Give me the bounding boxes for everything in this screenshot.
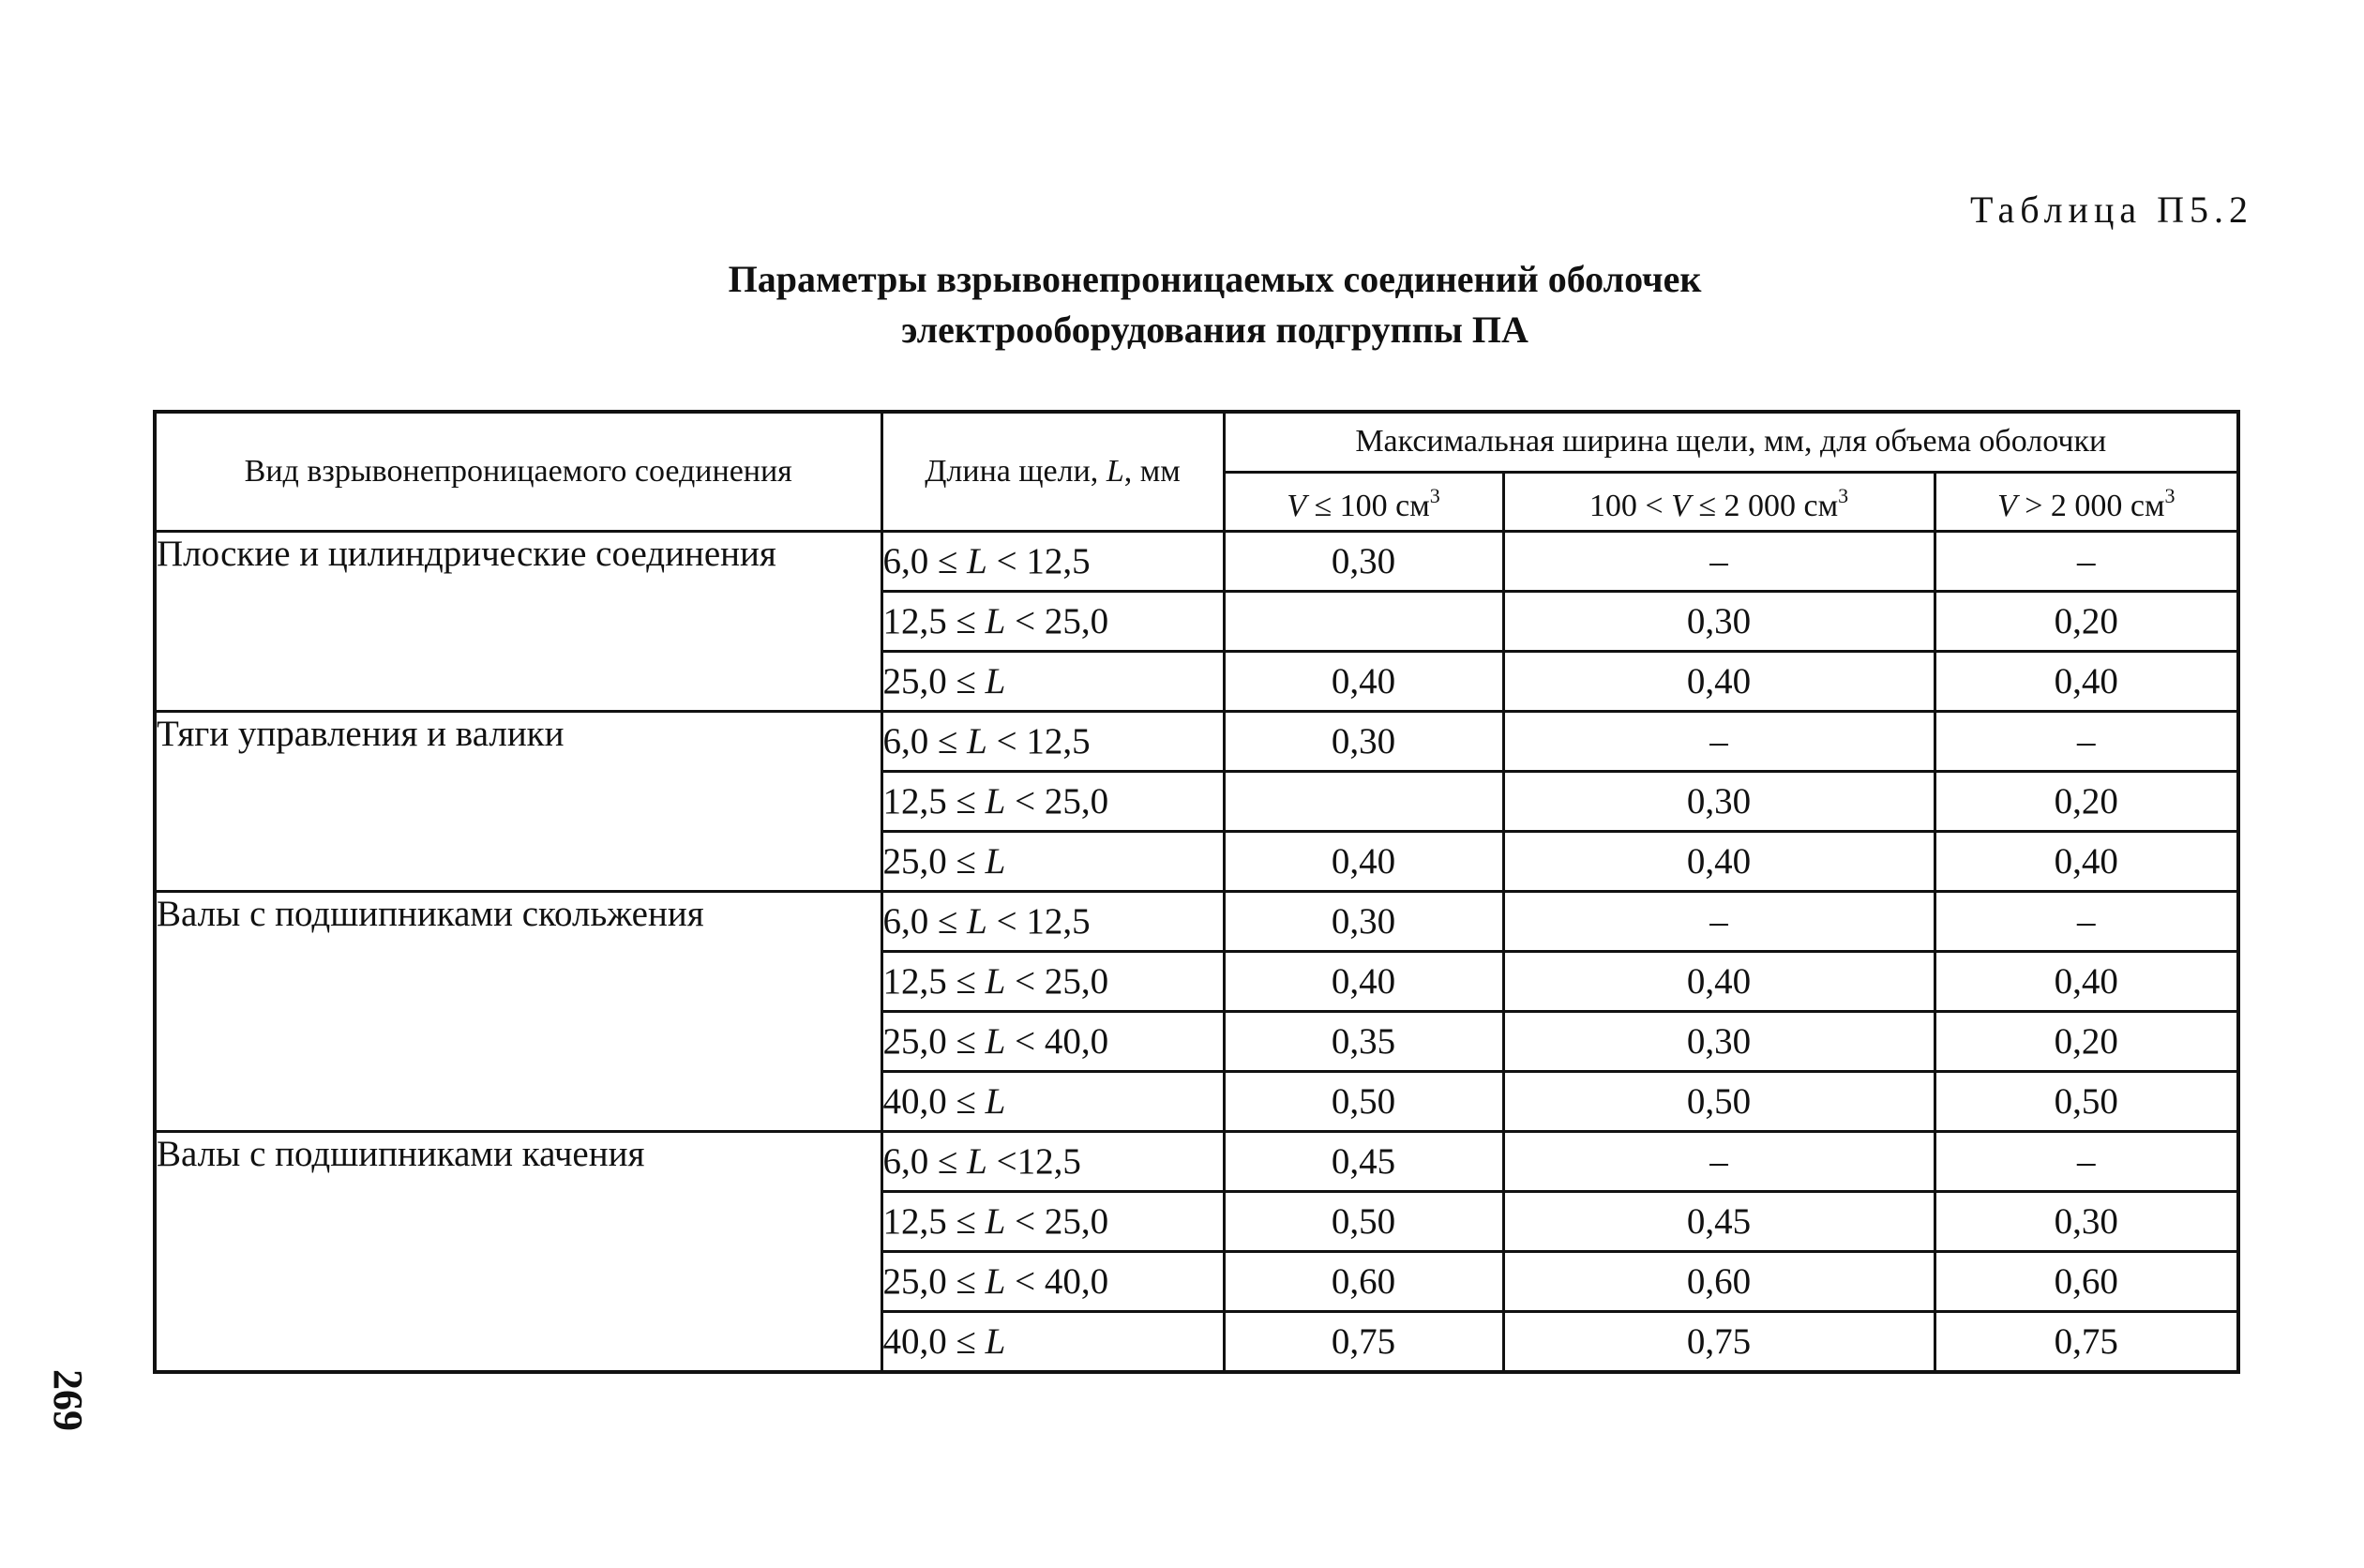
gap-length-lower: 12,5 ≤: [882, 1201, 986, 1242]
gap-length-var: L: [985, 661, 1006, 701]
max-gap-width-cell: –: [1503, 532, 1935, 592]
gap-length-lower: 12,5 ≤: [882, 961, 986, 1002]
max-gap-width-cell: –: [1935, 532, 2238, 592]
max-gap-width-cell: 0,35: [1224, 1012, 1503, 1072]
gap-length-var: L: [985, 781, 1006, 822]
gap-length-var: L: [985, 1321, 1006, 1362]
header-gap-length-prefix: Длина щели,: [925, 454, 1107, 489]
header-volume-small: [1224, 472, 1503, 532]
gap-length-upper: < 25,0: [1005, 601, 1109, 641]
max-gap-width-cell: 0,60: [1935, 1252, 2238, 1312]
max-gap-width-cell: 0,20: [1935, 592, 2238, 652]
gap-length-lower: 25,0 ≤: [882, 1021, 986, 1062]
gap-length-upper: <12,5: [986, 1141, 1081, 1182]
gap-length-cell: [881, 1192, 1224, 1252]
max-gap-width-cell: 0,40: [1224, 832, 1503, 892]
page-number: 269: [45, 1369, 91, 1431]
volume-unit-exponent: 3: [1838, 484, 1849, 508]
table-row: [155, 712, 2238, 772]
table-row: [155, 1132, 2238, 1192]
max-gap-width-cell: 0,30: [1503, 592, 1935, 652]
max-gap-width-cell: 0,20: [1935, 772, 2238, 832]
gap-length-var: L: [967, 721, 987, 761]
gap-length-cell: [881, 1252, 1224, 1312]
max-gap-width-cell: 0,30: [1503, 772, 1935, 832]
gap-length-upper: < 25,0: [1005, 1201, 1109, 1242]
gap-length-upper: < 25,0: [1005, 961, 1109, 1002]
header-gap-length: [881, 412, 1224, 532]
header-gap-length-var: L: [1106, 454, 1124, 489]
max-gap-width-cell: 0,40: [1935, 832, 2238, 892]
max-gap-width-cell: 0,20: [1935, 1012, 2238, 1072]
table-title-line-2: электрооборудования подгруппы ПА: [901, 309, 1528, 351]
gap-length-cell: [881, 952, 1224, 1012]
gap-length-cell: [881, 652, 1224, 712]
max-gap-width-cell: –: [1503, 1132, 1935, 1192]
gap-length-cell: [881, 772, 1224, 832]
max-gap-width-cell: 0,40: [1935, 652, 2238, 712]
volume-var: V: [1671, 489, 1691, 524]
max-gap-width-cell: 0,40: [1224, 652, 1503, 712]
max-gap-width-cell: –: [1935, 712, 2238, 772]
gap-length-upper: < 12,5: [986, 541, 1091, 581]
max-gap-width-cell: –: [1935, 1132, 2238, 1192]
joint-type-cell: Валы с подшипниками качения: [155, 1132, 881, 1373]
gap-length-var: L: [967, 901, 987, 942]
max-gap-width-cell: 0,40: [1224, 952, 1503, 1012]
header-volume-large: [1935, 472, 2238, 532]
gap-length-cell: [881, 712, 1224, 772]
max-gap-width-cell: 0,40: [1503, 952, 1935, 1012]
max-gap-width-cell: 0,50: [1935, 1072, 2238, 1132]
gap-length-lower: 25,0 ≤: [882, 661, 986, 701]
volume-range: ≤ 2 000 см: [1690, 489, 1839, 524]
header-gap-length-suffix: , мм: [1123, 454, 1181, 489]
gap-length-cell: [881, 1012, 1224, 1072]
gap-length-lower: 40,0 ≤: [882, 1081, 986, 1122]
max-gap-width-cell: 0,30: [1503, 1012, 1935, 1072]
gap-length-cell: [881, 532, 1224, 592]
max-gap-width-cell: 0,40: [1935, 952, 2238, 1012]
max-gap-width-cell: 0,30: [1224, 532, 1503, 592]
max-gap-width-cell: 0,40: [1503, 832, 1935, 892]
max-gap-width-cell: –: [1935, 892, 2238, 952]
max-gap-width-cell: 0,50: [1224, 1192, 1503, 1252]
gap-length-lower: 6,0 ≤: [882, 541, 968, 581]
table-body: [155, 532, 2238, 1373]
table-header: [155, 412, 2238, 532]
max-gap-width-cell: 0,30: [1224, 892, 1503, 952]
gap-length-lower: 6,0 ≤: [882, 1141, 968, 1182]
header-volume-medium: [1503, 472, 1935, 532]
gap-length-var: L: [985, 841, 1006, 882]
volume-lower-bound: 100 <: [1589, 489, 1672, 524]
table-label: Таблица П5.2: [1970, 188, 2253, 231]
gap-length-var: L: [985, 601, 1006, 641]
parameters-table: [153, 410, 2240, 1374]
max-gap-width-cell: 0,75: [1224, 1312, 1503, 1373]
max-gap-width-cell: 0,60: [1224, 1252, 1503, 1312]
header-max-gap-width: Максимальная ширина щели, мм, для объема оболочки: [1224, 412, 2238, 472]
gap-length-upper: < 12,5: [986, 901, 1091, 942]
max-gap-width-cell: 0,50: [1503, 1072, 1935, 1132]
gap-length-lower: 25,0 ≤: [882, 841, 986, 882]
gap-length-lower: 25,0 ≤: [882, 1261, 986, 1302]
gap-length-upper: < 12,5: [986, 721, 1091, 761]
gap-length-cell: [881, 832, 1224, 892]
max-gap-width-cell: –: [1503, 892, 1935, 952]
volume-var: V: [1996, 489, 2017, 524]
max-gap-width-cell: 0,45: [1224, 1132, 1503, 1192]
gap-length-cell: [881, 1132, 1224, 1192]
table-row: [155, 532, 2238, 592]
volume-unit-exponent: 3: [1429, 484, 1440, 508]
gap-length-cell: [881, 892, 1224, 952]
max-gap-width-cell: 0,50: [1224, 1072, 1503, 1132]
gap-length-lower: 6,0 ≤: [882, 901, 968, 942]
gap-length-cell: [881, 1312, 1224, 1373]
volume-range: ≤ 100 см: [1306, 489, 1430, 524]
header-joint-type: Вид взрывонепроницаемого соединения: [155, 412, 881, 532]
gap-length-var: L: [967, 1141, 987, 1182]
gap-length-upper: < 25,0: [1005, 781, 1109, 822]
max-gap-width-cell: 0,75: [1935, 1312, 2238, 1373]
gap-length-var: L: [967, 541, 987, 581]
gap-length-cell: [881, 592, 1224, 652]
gap-length-lower: 40,0 ≤: [882, 1321, 986, 1362]
gap-length-var: L: [985, 1021, 1006, 1062]
table-row: [155, 892, 2238, 952]
max-gap-width-cell: –: [1503, 712, 1935, 772]
joint-type-cell: Валы с подшипниками скольжения: [155, 892, 881, 1132]
gap-length-upper: < 40,0: [1005, 1261, 1109, 1302]
gap-length-var: L: [985, 961, 1006, 1002]
gap-length-var: L: [985, 1081, 1006, 1122]
max-gap-width-cell: 0,60: [1503, 1252, 1935, 1312]
max-gap-width-cell: [1224, 592, 1503, 652]
gap-length-var: L: [985, 1201, 1006, 1242]
volume-unit-exponent: 3: [2164, 484, 2176, 508]
table-title-line-1: Параметры взрывонепроницаемых соединений оболочек: [728, 258, 1702, 300]
gap-length-lower: 12,5 ≤: [882, 781, 986, 822]
volume-var: V: [1287, 489, 1306, 524]
gap-length-var: L: [985, 1261, 1006, 1302]
max-gap-width-cell: 0,30: [1935, 1192, 2238, 1252]
gap-length-lower: 6,0 ≤: [882, 721, 968, 761]
joint-type-cell: Плоские и цилиндрические соединения: [155, 532, 881, 712]
volume-range: > 2 000 см: [2016, 489, 2165, 524]
max-gap-width-cell: [1224, 772, 1503, 832]
max-gap-width-cell: 0,45: [1503, 1192, 1935, 1252]
gap-length-upper: < 40,0: [1005, 1021, 1109, 1062]
gap-length-cell: [881, 1072, 1224, 1132]
max-gap-width-cell: 0,30: [1224, 712, 1503, 772]
joint-type-cell: Тяги управления и валики: [155, 712, 881, 892]
max-gap-width-cell: 0,40: [1503, 652, 1935, 712]
max-gap-width-cell: 0,75: [1503, 1312, 1935, 1373]
gap-length-lower: 12,5 ≤: [882, 601, 986, 641]
